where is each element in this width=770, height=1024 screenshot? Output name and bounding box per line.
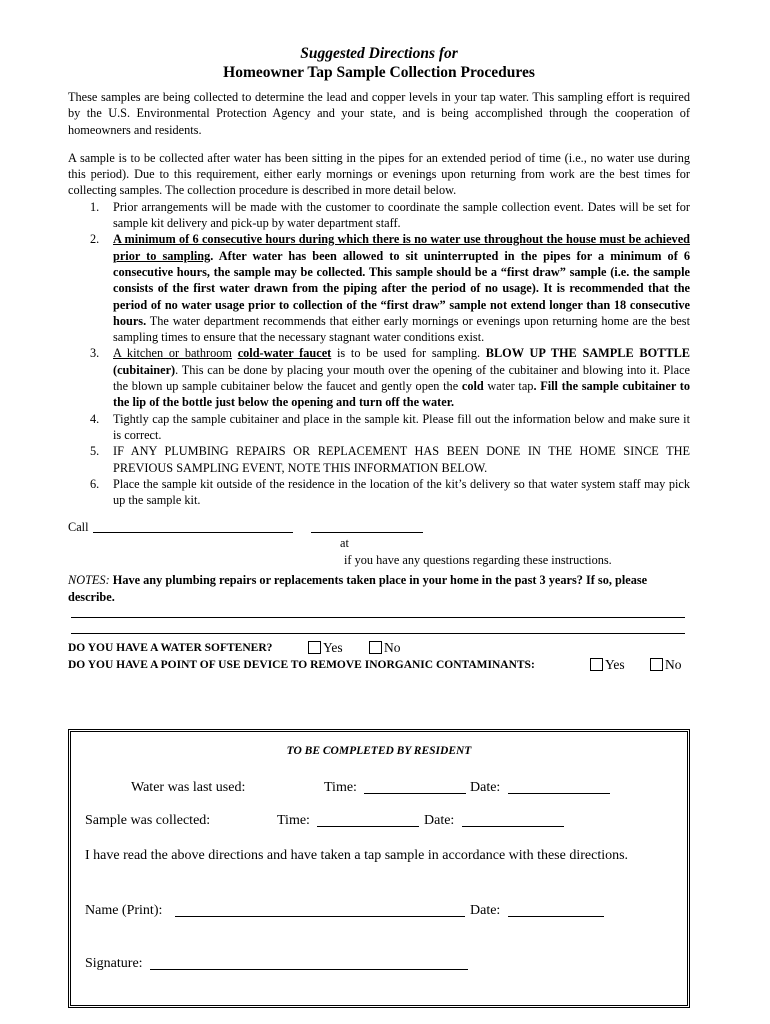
step-3-text-3: water tap [483,379,534,394]
step-number: 6. [90,476,100,491]
sample-time-label: Time: [277,813,310,828]
call-questions-text: if you have any questions regarding these instructions. [344,553,612,568]
step-2-underlined-text: A minimum of 6 consecutive hours during which there is no water use throughout the house must be achieved prior to sampling [113,232,690,263]
pou-no-label: No [665,657,682,673]
water-date-field[interactable] [508,779,610,794]
call-at-text: at [340,536,349,551]
water-softener-label: DO YOU HAVE A WATER SOFTENER? [68,642,273,655]
softener-yes-label: Yes [323,640,343,656]
step-3-bold-2: cold [461,379,484,394]
pou-device-label: DO YOU HAVE A POINT OF USE DEVICE TO REMOVE INORGANIC CONTAMINANTS: [68,659,535,672]
step-3-underline-1: A kitchen or bathroom [113,346,232,361]
step-text: Place the sample kit outside of the residence in the location of the kit’s delivery so that water system staff may pick up the sample kit. [113,476,690,508]
sample-intro-paragraph: A sample is to be collected after water has been sitting in the pipes for an extended period of time (i.e., no water use during this period). Due to this requirement, either early mornings or evenings upon returning from work are the best times for collecting samples. The collection procedure is described in more detail below. [68,150,690,198]
step-number: 4. [90,411,100,426]
call-label: Call [68,520,89,535]
notes-label: NOTES: [68,573,110,588]
softener-no-checkbox[interactable] [369,641,382,654]
step-2-normal-text: The water department recommends that either early mornings or evenings upon returning home are the best sampling times to ensure that the necessary stagnant water conditions exist. [113,313,690,345]
step-3 [68,345,690,410]
step-2 [68,231,690,345]
step-4 [68,411,690,444]
water-date-label: Date: [470,780,501,795]
notes-paragraph [68,572,690,605]
intro-paragraph: These samples are being collected to determine the lead and copper levels in your tap water. This sampling effort is required by the U.S. Environmental Protection Agency and your state, and is being accomplished through the cooperation of homeowners and residents. [68,90,690,137]
step-number: 1. [90,199,100,214]
title-line-2: Homeowner Tap Sample Collection Procedures [223,64,535,81]
pou-yes-checkbox[interactable] [590,658,603,671]
title-line-1: Suggested Directions for [300,45,458,62]
step-number: 5. [90,444,100,459]
call-phone-field[interactable] [311,532,423,533]
call-row [68,520,690,568]
step-5 [68,443,690,476]
sample-date-label: Date: [424,813,455,828]
name-date-field[interactable] [508,902,604,917]
step-text: IF ANY PLUMBING REPAIRS OR REPLACEMENT HAS BEEN DONE IN THE HOME SINCE THE PREVIOUS SAMPLING EVENT, NOTE THIS INFORMATION BELOW. [113,444,690,475]
step-3-bold-1: BLOW UP THE SAMPLE BOTTLE (cubitainer) [113,346,690,377]
step-3-text-1: is to be used for sampling. [331,346,486,361]
step-number: 3. [90,346,100,361]
step-6 [68,476,690,509]
softener-yes-checkbox[interactable] [308,641,321,654]
step-3-bold-3: . Fill the sample cubitainer to the lip of the bottle just below the opening and turn off the water. [113,379,691,410]
sample-collected-label: Sample was collected: [85,813,211,828]
name-date-label: Date: [470,903,501,918]
pou-device-question [68,659,690,676]
water-time-field[interactable] [364,779,466,794]
step-2-bold-text: . After water has been allowed to sit uninterrupted in the pipes for a minimum of 6 consecutive hours, the sample may be collected. This sample should be a “first draw” sample (i.e. the sample consists of the first water drawn from the piping after the period of no usage). It is recommended that the period of no water usage prior to collection of the “first draw” sample not extend longer than 18 consecutive hours. [113,248,690,328]
signature-field[interactable] [150,955,468,970]
step-3-text-2: . This can be done by placing your mouth over the opening of the cubitainer and blowing into it. Place the blown up sample cubitainer below the faucet and gently open the [113,362,690,394]
name-print-label: Name (Print): [85,903,163,918]
pou-no-checkbox[interactable] [650,658,663,671]
water-last-used-label: Water was last used: [131,780,246,795]
resident-section [68,729,690,1008]
step-1 [68,199,690,232]
call-name-field[interactable] [93,532,293,533]
step-text: Tightly cap the sample cubitainer and place in the sample kit. Please fill out the information below and make sure it is correct. [113,411,690,442]
step-3-underline-2: cold-water faucet [237,346,332,361]
resident-section-header: TO BE COMPLETED BY RESIDENT [286,745,472,757]
signature-label: Signature: [85,956,143,971]
sample-time-field[interactable] [317,812,419,827]
pou-yes-label: Yes [605,657,625,673]
softener-no-label: No [384,640,401,656]
document-page [68,44,690,676]
certification-statement: I have read the above directions and have taken a tap sample in accordance with these directions. [85,848,629,863]
sample-date-field[interactable] [462,812,564,827]
step-number: 2. [90,232,100,247]
procedure-list [68,199,690,509]
name-print-field[interactable] [175,902,465,917]
step-text: Prior arrangements will be made with the customer to coordinate the sample collection event. Dates will be set for sample kit delivery and pick-up by water department staff. [113,199,690,231]
water-time-label: Time: [324,780,357,795]
notes-text: Have any plumbing repairs or replacements taken place in your home in the past 3 years? If so, please describe. [68,573,648,604]
